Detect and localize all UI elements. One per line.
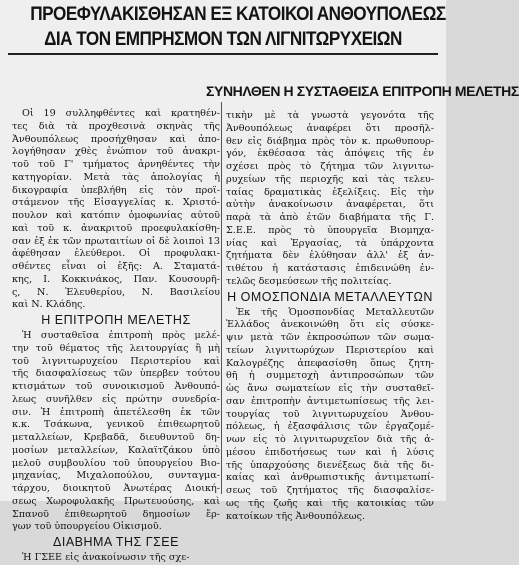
text-line: Ἀνθουπόλεως ἀναφέρει ὅτι προσῆλ-	[226, 122, 434, 134]
text-line: μοσίων μεταλλείων, Καλαϊτζάκου ὑπὸ	[12, 444, 220, 456]
text-line: Οἱ 19 συλληφθέντες καὶ κρατηθέν-	[22, 108, 220, 119]
text-line: πουλον καὶ κατόπιν ὁμοφωνίας αὐτοῦ	[12, 210, 220, 221]
text-line: τελῶς δεσμεύσεων τῆς πολιτείας.	[226, 275, 392, 287]
text-line: σεως τοῦ ζητήματος τῆς διασφαλίσε-	[226, 485, 434, 496]
text-line: κης, Ι. Κοκκινάκος, Παν. Κουσουρῆ-	[12, 273, 220, 285]
text-line: Ἡ ΓΣΕΕ εἰς ἀνακοίνωσιν τῆς σχε-	[22, 552, 190, 563]
text-line: ἀφέθησαν ἐλεύθεροι. Οἱ προφυλακι-	[12, 248, 220, 260]
text-line: ὡς ἄνω σωματείων εἰς τὴν συσταθεῖ-	[226, 383, 434, 394]
text-line: τάρχου, διοικητοῦ Ἀνωτέρας Διοική-	[12, 483, 220, 494]
text-line: Ἡ συσταθεῖσα ἐπιτροπὴ πρὸς μελέ-	[22, 330, 220, 341]
text-line: μεταλλείων, Κρεβαδᾶ, διευθυντοῦ δη-	[12, 432, 220, 443]
text-line: πόλεως, ἡ ἐξασφάλισις τῶν ἐργαζομέ-	[226, 421, 434, 433]
text-line: τιθέτου ἡ κατάστασις ἐπιδεινώθη ἐν-	[226, 263, 434, 274]
text-line: Καλογρέζης ἀπεφασίσθη ὅπως ζητη-	[226, 357, 434, 369]
headline-rule	[8, 53, 438, 55]
text-line: ζητήματα δὲν ἐλύθησαν ἀλλ' ἐξ ἀν-	[226, 250, 434, 262]
text-line: λογήθησαν χθὲς ἐνώπιον τοῦ ἀνακρι-	[12, 146, 220, 158]
text-line: την τοῦ θέματος τῆς λειτουργίας ἢ μὴ	[12, 342, 220, 354]
text-line: σχέσει πρὸς τὸ ζήτημα τῶν λιγνιτω-	[226, 161, 434, 172]
headline-line-2: ΔΙΑ ΤΟΝ ΕΜΠΡΗΣΜΟΝ ΤΩΝ ΛΙΓΝΙΤΩΡΥΧΕΙΩΝ	[44, 28, 402, 50]
text-line: ως τῆς ζωῆς καὶ τῆς κατοικίας τῶν	[226, 497, 434, 509]
text-line: τουργίας τοῦ λιγνιτωρυχείου Ἀνθου-	[226, 408, 434, 420]
text-line: γόν, ἐκθέσασα τὰς ἀπόψεις τῆς ἐν	[226, 148, 434, 160]
text-line: τοῦ λιγνιτωρυχείου Περιστερίου καὶ	[12, 355, 220, 367]
section-title-federation: Η ΟΜΟΣΠΟΝΔΙΑ ΜΕΤΑΛΛΕΥΤΩΝ	[227, 289, 433, 304]
text-line: μελοῦ συμβουλίου τοῦ ὑπουργείου Βιο-	[12, 457, 220, 469]
text-line: τικὴν μὲ τὰ γνωστὰ γεγονότα τῆς	[226, 110, 434, 121]
text-line: Σ.Ε.Ε. πρὸς τὸ ὑπουργεῖα Βιομηχα-	[226, 224, 434, 236]
section-title-gsee: ΔΙΑΒΗΜΑ ΤΗΣ ΓΣΕΕ	[53, 535, 179, 549]
text-line: νίας καὶ Ἐργασίας, τὰ ὑπάρχοντα	[226, 237, 434, 249]
text-line: Ἐκ τῆς Ὁμοσπονδίας Μεταλλευτῶν	[236, 306, 434, 318]
left-paragraph-1	[12, 108, 220, 312]
text-line: Ἀνθουπόλεως προσήχθησαν καὶ ἀπο-	[12, 133, 220, 145]
text-line: ς, Ν. Ἐλευθερίου, Ν. Βασιλείου	[12, 286, 220, 298]
right-paragraph-2	[226, 307, 434, 524]
left-paragraph-3	[12, 552, 220, 565]
text-line: τοῦ τοῦ Γ' τμήματος ἀρνηθέντες τὴν	[12, 159, 220, 170]
text-line: τείων λιγνιτωρύχων Περιστερίου καὶ	[226, 344, 434, 356]
text-line: τῆς διασφαλίσεως τῶν ὑπερβεν τούτου	[12, 368, 220, 380]
text-line: κατοίκων τῆς Ἀνθουπόλεως.	[226, 510, 366, 522]
text-line: Σπανοῦ ἐπιθεωρητοῦ δημοσίων ἔρ-	[12, 508, 220, 520]
text-line: σιν. Ἡ ἐπιτροπὴ ἀπετέλεσθη ἐκ τῶν	[12, 406, 220, 418]
text-line: καὶ Ν. Κλάδης.	[12, 299, 86, 311]
text-line: σθέντες εἶναι οἱ ἑξῆς: Α. Σταματά-	[12, 261, 220, 272]
text-line: Ἑλλάδος ἀνεκοινώθη ὅτι εἰς σύσκε-	[226, 319, 434, 331]
text-line: γων τοῦ ὑπουργείου Οἰκισμοῦ.	[12, 521, 162, 533]
headline-line-1: ΠΡΟΕΦΥΛΑΚΙΣΘΗΣΑΝ ΕΞ ΚΑΤΟΙΚΟΙ ΑΝΘΟΥΠΟΛΕΩΣ	[30, 3, 446, 25]
text-line: θεν εἰς διάβημα πρὸς τὸν κ. πρωθυπουρ-	[226, 135, 434, 147]
text-line: σεως Χωροφυλακῆς Πρωτευούσης, καὶ	[12, 495, 220, 507]
text-line: κτισμάτων τοῦ συνοικισμοῦ Ἀνθουπό-	[12, 381, 220, 392]
headline	[4, 2, 446, 55]
text-line: στάμενον τῆς Εἰσαγγελίας κ. Χριστό-	[12, 197, 220, 209]
text-line: νων εἰς τὸ λιγνιτωρυχεῖον διὰ τῆς ἀ-	[226, 434, 434, 445]
text-line: μηχανίας, Μιχαλοπούλου, συνταγμα-	[12, 470, 220, 482]
text-line: παρὰ τὰ ἀπὸ ἐτῶν διαβήματα τῆς Γ.	[226, 212, 434, 223]
subheadline: ΣΥΝΗΛΘΕΝ Η ΣΥΣΤΑΘΕΙΣΑ ΕΠΙΤΡΟΠΗ ΜΕΛΕΤΗΣ	[206, 83, 519, 99]
text-line: μέσου ἐπιδοτήσεως των καὶ ἡ λύσις	[226, 446, 434, 458]
text-line: ρυχείων τῆς περιοχῆς καὶ τὰς τελευ-	[226, 173, 434, 185]
text-line: ψιν μετὰ τῶν ἐκπροσώπων τῶν σωμα-	[226, 332, 434, 343]
text-line: τες διὰ τὰ προχθεσινὰ σκηνὰς τῆς	[12, 120, 220, 132]
text-line: σαν ἐξ ἐκ τῶν πρωταιτίων οἱ δὲ λοιποὶ 13	[12, 235, 220, 247]
column-divider	[221, 102, 222, 494]
text-line: καίας καὶ ἀνθρωπιστικῆς ἀντιμετωπί-	[226, 472, 434, 484]
text-line: λεως συνῆλθεν εἰς πρώτην συνεδρία-	[12, 393, 220, 405]
text-line: κατηγορίαν. Μετὰ τὰς ἀπολογίας ἡ	[12, 171, 220, 183]
section-title-committee: Η ΕΠΙΤΡΟΠΗ ΜΕΛΕΤΗΣ	[41, 313, 191, 327]
text-line: καὶ τοῦ κ. ἀνακριτοῦ προεφυλακίσθη-	[12, 222, 220, 234]
text-line: δικογραφία ὑπεβλήθη εἰς τὸν προϊ-	[12, 184, 220, 196]
right-paragraph-1	[226, 110, 434, 289]
text-line: σαν ἐπιτροπὴν ἀντιμετωπίσεως τῆς λει-	[226, 395, 434, 407]
text-line: τῆς ὑπαρχούσης διενέξεως διὰ τῆς δι-	[226, 459, 434, 471]
left-paragraph-2	[12, 330, 220, 534]
text-line: κ.κ. Τσάκωνα, γενικοῦ ἐπιθεωρητοῦ	[12, 419, 220, 431]
left-column	[12, 108, 220, 565]
right-column	[226, 110, 434, 523]
text-line: θῆ ἡ συμμετοχὴ ἀντιπροσώπων τῶν	[226, 370, 434, 382]
text-line: αὐτὴν ἀνακοίνωσιν ἀναφέρεται, ὅτι	[226, 199, 434, 211]
text-line: ταίας δραματικὰς ἐξελίξεις. Εἰς τὴν	[226, 186, 434, 198]
